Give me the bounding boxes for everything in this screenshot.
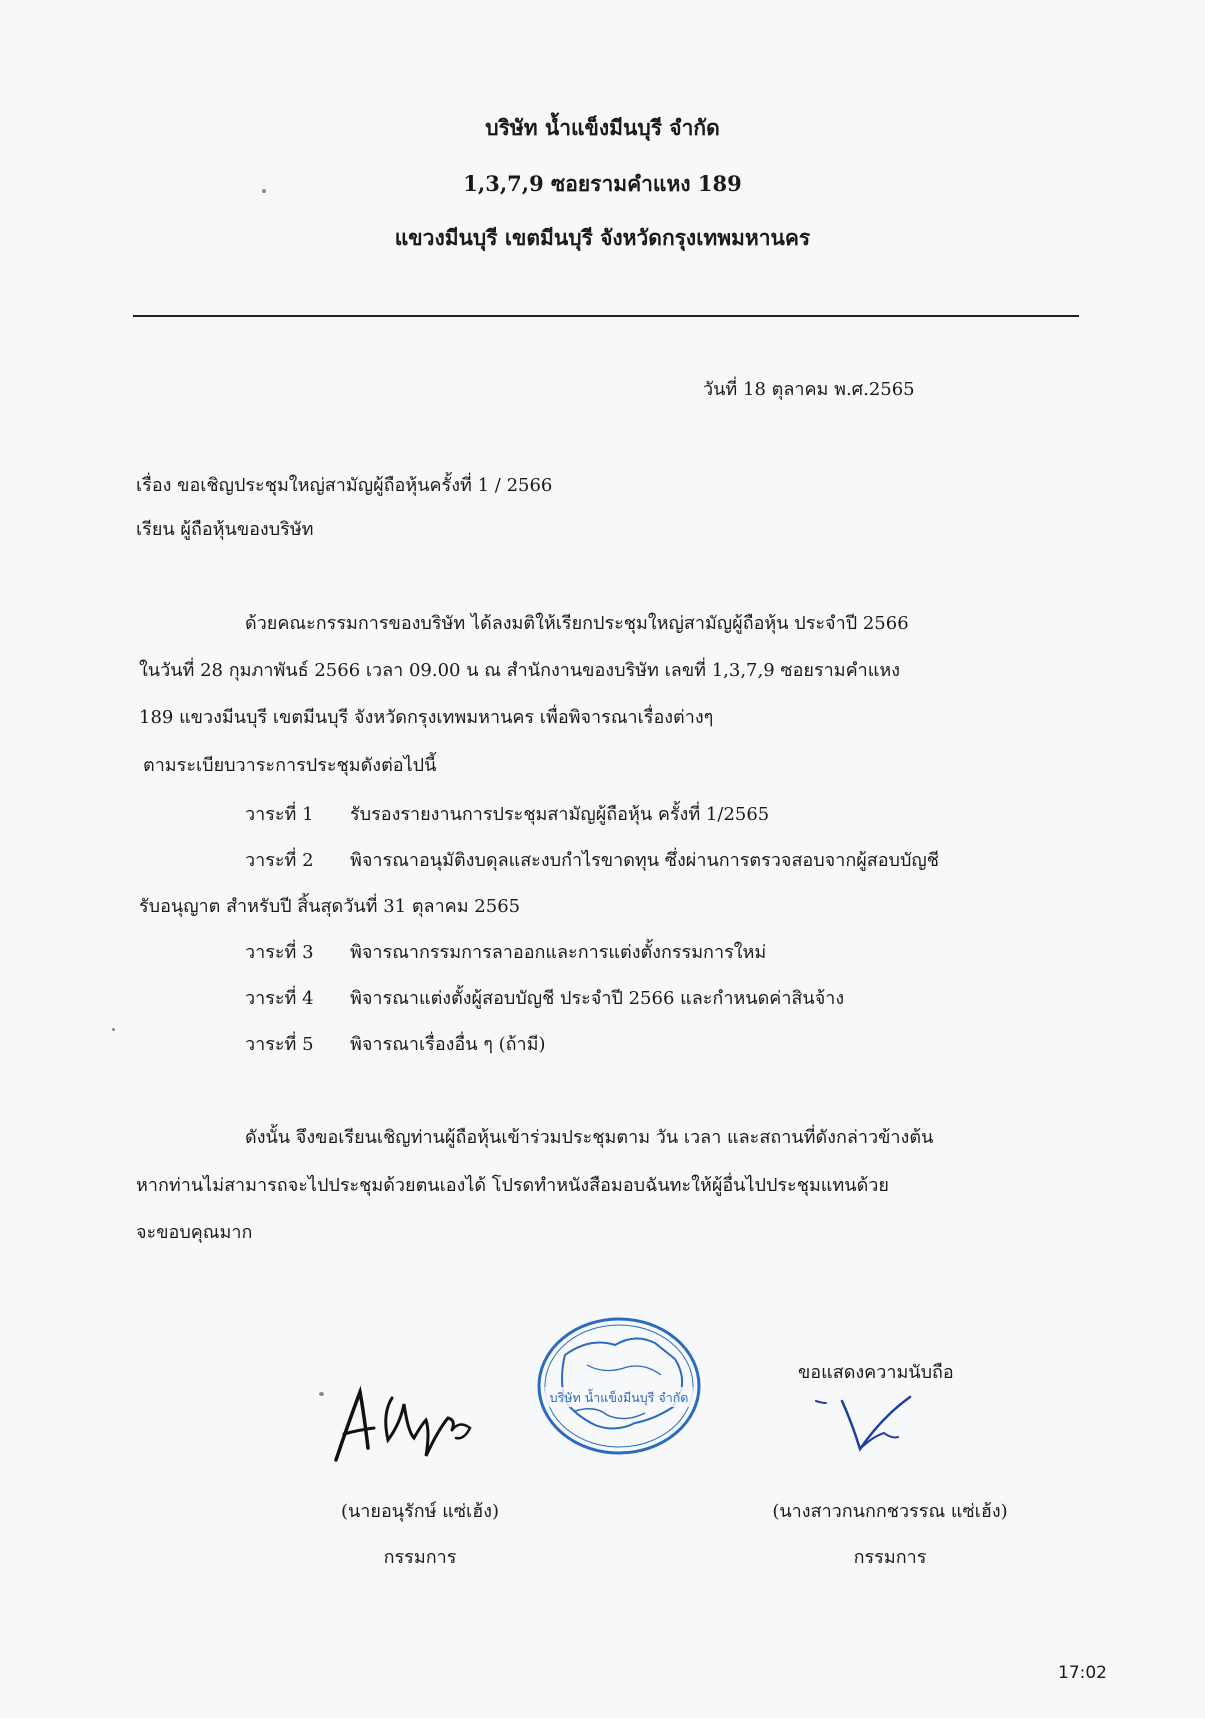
intro-line-3: 189 แขวงมีนบุรี เขตมีนบุรี จังหวัดกรุงเทพมหานคร เพื่อพิจารณาเรื่องต่างๆ <box>139 707 714 728</box>
agenda-text: พิจารณาเรื่องอื่น ๆ (ถ้ามี) <box>350 1034 546 1055</box>
scan-speck <box>319 1392 324 1396</box>
agenda-item-5 <box>245 1029 546 1058</box>
letter-subject: เรื่อง ขอเชิญประชุมใหญ่สามัญผู้ถือหุ้นครั้งที่ 1 / 2566 <box>136 475 553 496</box>
company-seal-stamp <box>535 1315 703 1457</box>
agenda-text: พิจารณาแต่งตั้งผู้สอบบัญชี ประจำปี 2566 และกำหนดค่าสินจ้าง <box>350 988 845 1009</box>
signatory-right-title: กรรมการ <box>853 1547 927 1568</box>
intro-line-4: ตามระเบียบวาระการประชุมดังต่อไปนี้ <box>143 755 437 776</box>
agenda-text: พิจารณาอนุมัติงบดุลแสะงบกำไรขาดทุน ซึ่งผ่านการตรวจสอบจากผู้สอบบัญชี <box>350 850 939 871</box>
seal-text: บริษัท น้ำแข็งมีนบุรี จำกัด <box>549 1390 689 1405</box>
regards-text: ขอแสดงความนับถือ <box>798 1362 954 1383</box>
intro-line-2: ในวันที่ 28 กุมภาพันธ์ 2566 เวลา 09.00 น ณ สำนักงานของบริษัท เลขที่ 1,3,7,9 ซอยรามคำแหง <box>139 660 901 681</box>
signature-right <box>812 1393 952 1457</box>
agenda-number: วาระที่ 3 <box>245 942 314 963</box>
company-address-line2: แขวงมีนบุรี เขตมีนบุรี จังหวัดกรุงเทพมหานคร <box>394 225 811 250</box>
closing-line-1: ดังนั้น จึงขอเรียนเชิญท่านผู้ถือหุ้นเข้าร่วมประชุมตาม วัน เวลา และสถานที่ดังกล่าวข้างต้น <box>245 1127 934 1148</box>
agenda-text: รับรองรายงานการประชุมสามัญผู้ถือหุ้น ครั้งที่ 1/2565 <box>350 804 770 825</box>
agenda-text: พิจารณากรรมการลาออกและการแต่งตั้งกรรมการใหม่ <box>350 942 767 963</box>
company-address-line1: 1,3,7,9 ซอยรามคำแหง 189 <box>463 171 742 196</box>
timestamp: 17:02 <box>1058 1663 1107 1683</box>
letter-date: วันที่ 18 ตุลาคม พ.ศ.2565 <box>703 379 915 400</box>
closing-line-2: หากท่านไม่สามารถจะไปประชุมด้วยตนเองได้ โปรดทำหนังสือมอบฉันทะให้ผู้อื่นไปประชุมแทนด้วย <box>136 1175 889 1196</box>
agenda-number: วาระที่ 1 <box>245 804 314 825</box>
agenda-item-2 <box>245 845 939 874</box>
signatory-left-name: (นายอนุรักษ์ แซ่เฮ้ง) <box>340 1501 500 1522</box>
closing-line-3: จะขอบคุณมาก <box>136 1222 253 1243</box>
signatory-right-name: (นางสาวกนกกชวรรณ แซ่เฮ้ง) <box>772 1501 1008 1522</box>
agenda-item-1 <box>245 799 769 828</box>
company-name: บริษัท น้ำแข็งมีนบุรี จำกัด <box>485 115 720 140</box>
scan-speck <box>262 189 266 193</box>
signature-left <box>330 1384 510 1468</box>
scan-speck <box>112 1028 115 1031</box>
letter-recipient: เรียน ผู้ถือหุ้นของบริษัท <box>136 519 314 540</box>
signatory-left-title: กรรมการ <box>383 1547 457 1568</box>
agenda-item-4 <box>245 983 844 1012</box>
agenda-number: วาระที่ 5 <box>245 1034 314 1055</box>
intro-line-1: ด้วยคณะกรรมการของบริษัท ได้ลงมติให้เรียกประชุมใหญ่สามัญผู้ถือหุ้น ประจำปี 2566 <box>245 613 909 634</box>
agenda-item-3 <box>245 937 766 966</box>
agenda-item-2-continuation: รับอนุญาต สำหรับปี สิ้นสุดวันที่ 31 ตุลาคม 2565 <box>139 896 521 917</box>
header-divider <box>133 315 1079 317</box>
agenda-number: วาระที่ 2 <box>245 850 314 871</box>
agenda-number: วาระที่ 4 <box>245 988 314 1009</box>
